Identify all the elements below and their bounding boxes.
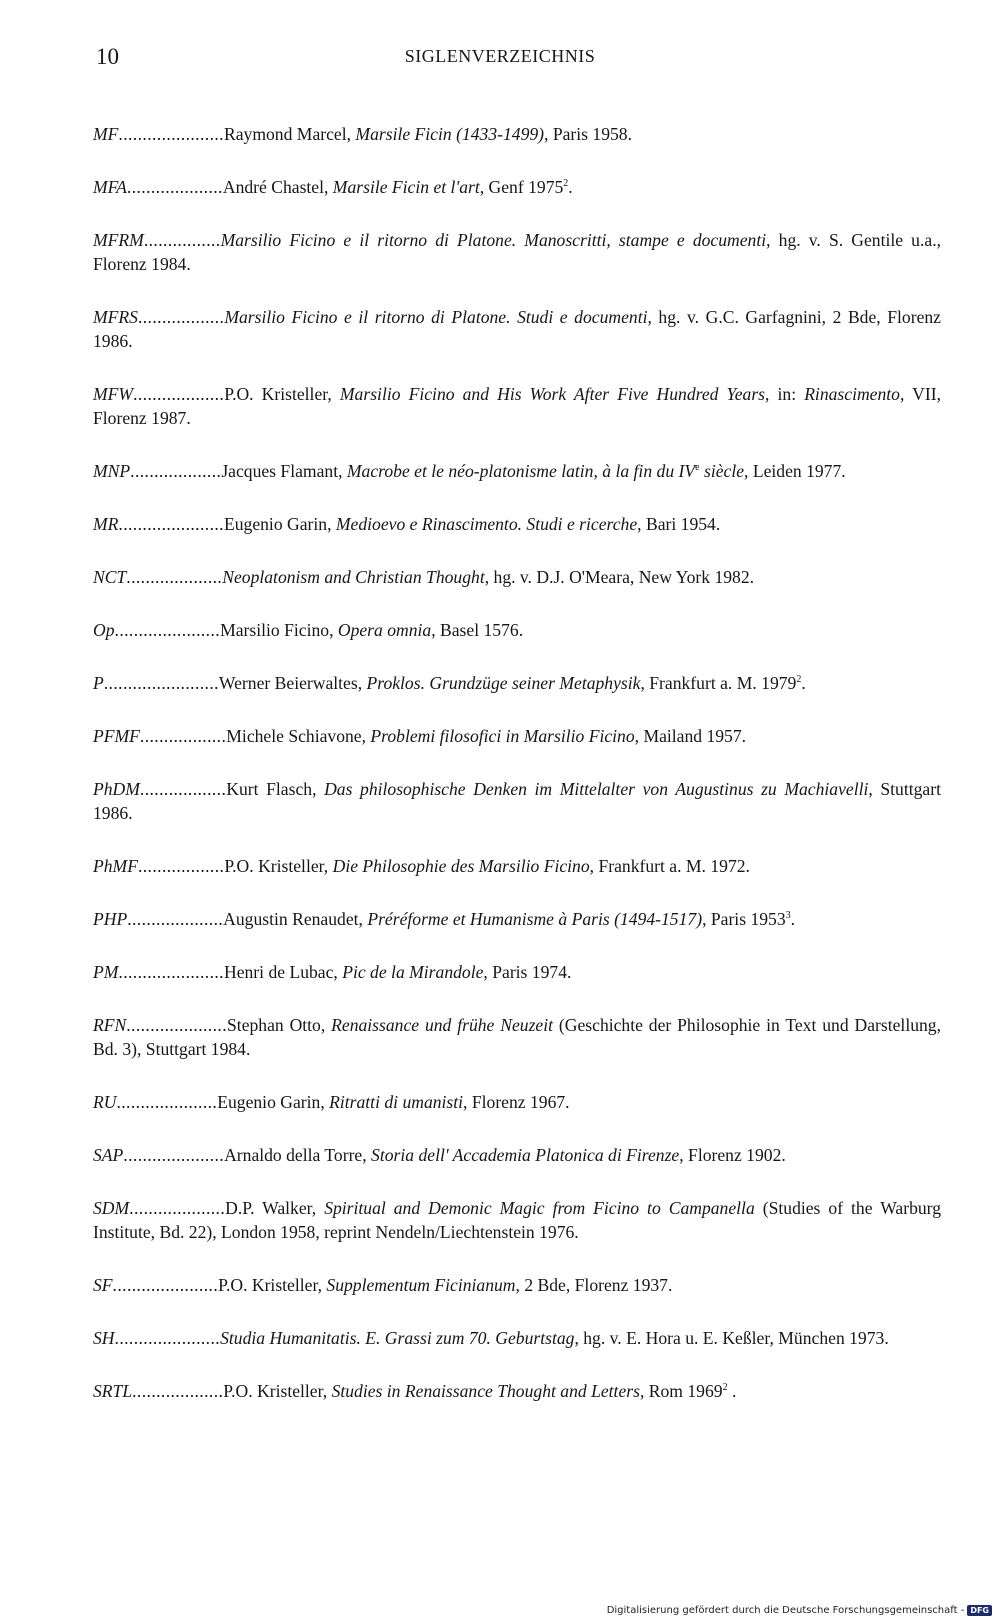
entry-leader-dots: .................... — [127, 909, 224, 929]
entry-text: Raymond Marcel, — [223, 124, 356, 144]
entry-text: , Paris 1953 — [702, 909, 786, 929]
entry-title-italic: Problemi filosofici in Marsilio Ficino — [370, 726, 635, 746]
entry-superscript: 2 — [722, 1382, 728, 1393]
entry-leader-dots: .................. — [139, 726, 227, 746]
footer-text: Digitalisierung gefördert durch die Deutsche Forschungsgemeinschaft - — [606, 1605, 965, 1616]
entry-title-italic: Préréforme et Humanisme à Paris (1494-1517) — [367, 909, 703, 929]
abbreviation-entry — [93, 228, 941, 276]
entry-siglum: MNP — [93, 461, 131, 481]
abbreviation-entry — [93, 1013, 941, 1061]
entry-text: , hg. v. S. Gentile u.a., Florenz 1984. — [93, 230, 941, 274]
entry-siglum: PhDM — [93, 779, 140, 799]
entry-text: , 2 Bde, Florenz 1937. — [515, 1275, 673, 1295]
entry-leader-dots: .................... — [126, 567, 223, 587]
entry-text: , Frankfurt a. M. 1972. — [589, 856, 750, 876]
entry-text: , Bari 1954. — [637, 514, 721, 534]
entry-text: , Paris 1958. — [544, 124, 632, 144]
entry-siglum: MR — [93, 514, 119, 534]
abbreviation-entry — [93, 1196, 941, 1244]
entry-text: Kurt Flasch, — [226, 779, 325, 799]
entry-superscript: 3 — [785, 910, 791, 921]
entry-siglum: RU — [93, 1092, 117, 1112]
entry-text: D.P. Walker, — [225, 1198, 325, 1218]
entry-text: , Genf 1975 — [479, 177, 564, 197]
footer — [607, 1605, 992, 1616]
entry-siglum: Op — [93, 620, 115, 640]
entry-title-italic: Opera omnia — [337, 620, 432, 640]
entry-text: . — [801, 673, 806, 693]
entry-title-italic: Supplementum Ficinianum — [326, 1275, 516, 1295]
entry-siglum: MF — [93, 124, 119, 144]
entry-text: , Mailand 1957. — [634, 726, 747, 746]
entry-title-italic: Rinascimento — [804, 384, 900, 404]
abbreviation-entry — [93, 122, 941, 146]
entry-text: Michele Schiavone, — [226, 726, 371, 746]
entry-leader-dots: .................... — [126, 177, 223, 197]
entry-siglum: MFRS — [93, 307, 138, 327]
entry-text: Eugenio Garin, — [223, 514, 336, 534]
entry-siglum: SH — [93, 1328, 115, 1348]
entry-text: Werner Beierwaltes, — [218, 673, 367, 693]
entry-leader-dots: ...................... — [118, 514, 224, 534]
entry-title-italic: Medioevo e Rinascimento. Studi e ricerche — [335, 514, 638, 534]
entry-leader-dots: ................... — [130, 461, 222, 481]
entry-siglum: MFRM — [93, 230, 144, 250]
entry-title-italic: Das philosophische Denken im Mittelalter von Augustinus zu Machiavelli — [324, 779, 869, 799]
entry-title-italic: Marsile Ficin et l'art — [332, 177, 480, 197]
entry-text: Stephan Otto, — [227, 1015, 332, 1035]
abbreviation-entry — [93, 512, 941, 536]
entry-title-italic: Macrobe et le néo-platonisme latin, à la fin du IV — [346, 461, 696, 481]
entry-text: Marsilio Ficino, — [220, 620, 338, 640]
entry-leader-dots: ..................... — [123, 1145, 225, 1165]
abbreviation-entry — [93, 1326, 941, 1350]
entry-leader-dots: ...................... — [118, 962, 224, 982]
abbreviation-entry — [93, 854, 941, 878]
entry-title-italic: Renaissance und frühe Neuzeit — [331, 1015, 554, 1035]
running-head: SIGLENVERZEICHNIS — [404, 46, 596, 66]
entry-text: , VII, Florenz 1987. — [93, 384, 941, 428]
abbreviation-entry — [93, 777, 941, 825]
entry-title-italic: siècle — [699, 461, 745, 481]
entry-text: , Leiden 1977. — [744, 461, 846, 481]
entry-text: , hg. v. E. Hora u. E. Keßler, München 1973. — [574, 1328, 889, 1348]
entry-leader-dots: ................... — [133, 384, 225, 404]
entry-siglum: MFW — [93, 384, 134, 404]
entry-siglum: SRTL — [93, 1381, 133, 1401]
entry-title-italic: Neoplatonism and Christian Thought — [222, 567, 485, 587]
entry-text: , Florenz 1902. — [679, 1145, 786, 1165]
entry-title-italic: Marsile Ficin (1433-1499) — [355, 124, 545, 144]
entry-text: Eugenio Garin, — [217, 1092, 330, 1112]
abbreviation-entry — [93, 907, 941, 931]
abbreviation-entry — [93, 305, 941, 353]
entry-leader-dots: ...................... — [114, 1328, 221, 1348]
entry-text: , hg. v. D.J. O'Meara, New York 1982. — [484, 567, 755, 587]
entry-text: P.O. Kristeller, — [224, 384, 340, 404]
entry-text: (Studies of the Warburg Institute, Bd. 22), London 1958, reprint Nendeln/Liechtenstein 1976. — [93, 1198, 941, 1242]
entry-text: Jacques Flamant, — [221, 461, 347, 481]
entry-text: , Rom 1969 — [639, 1381, 723, 1401]
entry-siglum: SAP — [93, 1145, 124, 1165]
entry-superscript: 2 — [796, 674, 802, 685]
abbreviation-entry — [93, 565, 941, 589]
entry-siglum: P — [93, 673, 104, 693]
entry-text: , Frankfurt a. M. 1979 — [640, 673, 797, 693]
entry-siglum: PHP — [93, 909, 128, 929]
entry-title-italic: Studia Humanitatis. E. Grassi zum 70. Geburtstag — [220, 1328, 575, 1348]
entry-leader-dots: ........................ — [103, 673, 219, 693]
entry-text: , Stuttgart 1986. — [93, 779, 941, 823]
abbreviation-entry — [93, 724, 941, 748]
entry-text: Arnaldo della Torre, — [224, 1145, 372, 1165]
entry-title-italic: Studies in Renaissance Thought and Letters — [331, 1381, 640, 1401]
entry-text: , Basel 1576. — [431, 620, 524, 640]
entry-title-italic: Spiritual and Demonic Magic from Ficino to Campanella — [324, 1198, 755, 1218]
entry-siglum: MFA — [93, 177, 127, 197]
entry-text: (Geschichte der Philosophie in Text und Darstellung, Bd. 3), Stuttgart 1984. — [93, 1015, 941, 1059]
entry-leader-dots: .................. — [137, 856, 225, 876]
entry-title-italic: Marsilio Ficino e il ritorno di Platone. Studi e documenti — [224, 307, 648, 327]
entry-siglum: RFN — [93, 1015, 127, 1035]
entry-title-italic: Pic de la Mirandole — [342, 962, 484, 982]
entry-title-italic: Ritratti di umanisti — [329, 1092, 464, 1112]
entry-leader-dots: ...................... — [114, 620, 221, 640]
entry-siglum: SDM — [93, 1198, 130, 1218]
abbreviation-list — [93, 122, 941, 1432]
entry-leader-dots: ...................... — [118, 124, 224, 144]
entry-superscript: 2 — [563, 178, 569, 189]
abbreviation-entry — [93, 382, 941, 430]
entry-title-italic: Storia dell' Accademia Platonica di Firenze — [371, 1145, 680, 1165]
entry-leader-dots: ................... — [132, 1381, 224, 1401]
entry-title-italic: Proklos. Grundzüge seiner Metaphysik — [366, 673, 641, 693]
abbreviation-entry — [93, 1143, 941, 1167]
entry-leader-dots: ..................... — [126, 1015, 228, 1035]
entry-text: Augustin Renaudet, — [223, 909, 368, 929]
entry-title-italic: Marsilio Ficino e il ritorno di Platone. Manoscritti, stampe e documenti — [220, 230, 767, 250]
entry-leader-dots: .................... — [129, 1198, 226, 1218]
entry-leader-dots: ..................... — [116, 1092, 218, 1112]
entry-superscript: e — [695, 462, 700, 473]
abbreviation-entry — [93, 1273, 941, 1297]
entry-leader-dots: .................. — [139, 779, 227, 799]
entry-siglum: SF — [93, 1275, 113, 1295]
page-header — [0, 44, 1000, 74]
entry-title-italic: Die Philosophie des Marsilio Ficino — [332, 856, 590, 876]
entry-siglum: PM — [93, 962, 119, 982]
entry-text: . — [568, 177, 573, 197]
entry-leader-dots: ................ — [143, 230, 221, 250]
entry-leader-dots: ...................... — [112, 1275, 219, 1295]
abbreviation-entry — [93, 1090, 941, 1114]
dfg-logo: DFG — [967, 1605, 992, 1616]
entry-text: , hg. v. G.C. Garfagnini, 2 Bde, Florenz 1986. — [93, 307, 941, 351]
abbreviation-entry — [93, 671, 941, 695]
page-number: 10 — [96, 44, 119, 69]
entry-text: . — [727, 1381, 737, 1401]
entry-text: , in: — [765, 384, 805, 404]
abbreviation-entry — [93, 960, 941, 984]
entry-siglum: NCT — [93, 567, 127, 587]
entry-title-italic: Marsilio Ficino and His Work After Five Hundred Years — [339, 384, 766, 404]
entry-leader-dots: .................. — [137, 307, 225, 327]
entry-text: Henri de Lubac, — [223, 962, 343, 982]
entry-text: André Chastel, — [222, 177, 333, 197]
entry-text: . — [790, 909, 796, 929]
abbreviation-entry — [93, 618, 941, 642]
abbreviation-entry — [93, 459, 941, 483]
entry-text: P.O. Kristeller, — [218, 1275, 327, 1295]
entry-text: , Paris 1974. — [483, 962, 572, 982]
entry-text: P.O. Kristeller, — [224, 856, 333, 876]
entry-siglum: PFMF — [93, 726, 140, 746]
entry-text: P.O. Kristeller, — [223, 1381, 332, 1401]
entry-text: , Florenz 1967. — [463, 1092, 570, 1112]
abbreviation-entry — [93, 175, 941, 199]
abbreviation-entry — [93, 1379, 941, 1403]
entry-siglum: PhMF — [93, 856, 138, 876]
